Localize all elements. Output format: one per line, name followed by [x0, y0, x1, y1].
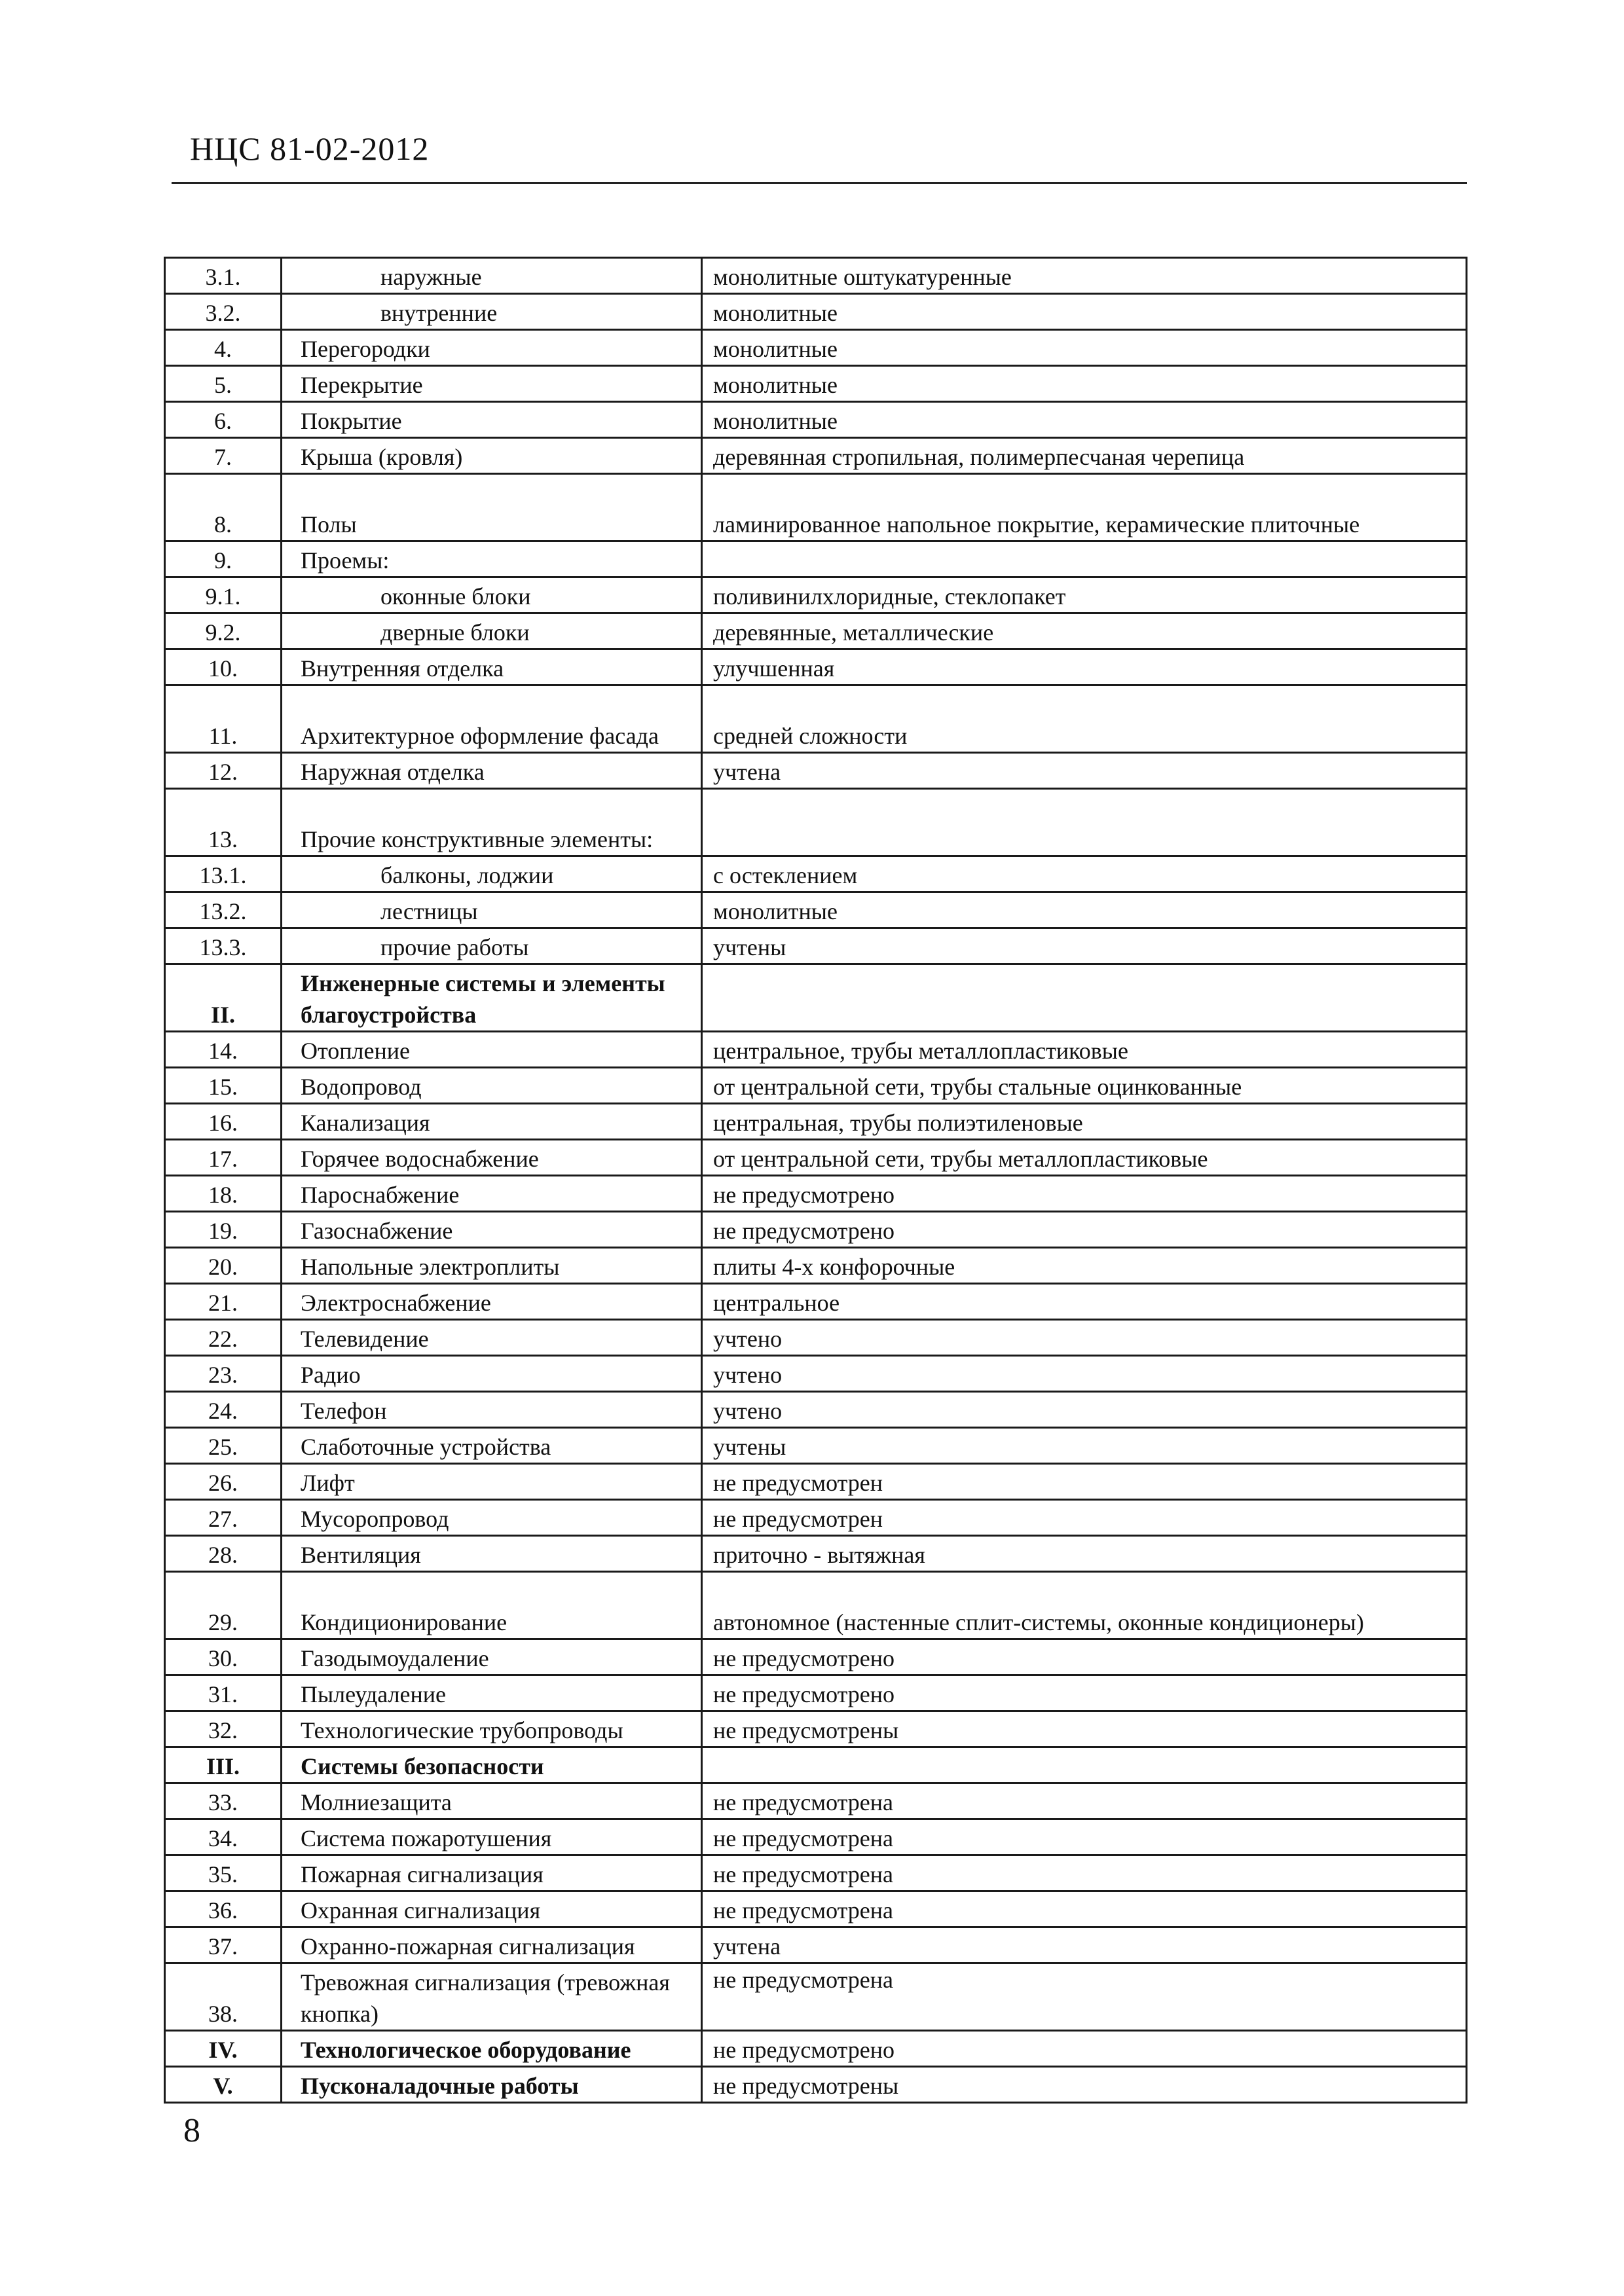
element-value-cell: с остеклением — [702, 856, 1467, 892]
element-value-cell: учтена — [702, 1927, 1467, 1963]
table-row — [165, 438, 1467, 474]
element-name-cell: Газодымоудаление — [282, 1639, 702, 1675]
element-name-cell: Система пожаротушения — [282, 1819, 702, 1855]
row-number-cell: 12. — [165, 753, 282, 789]
table-row — [165, 856, 1467, 892]
row-number-cell: 24. — [165, 1392, 282, 1428]
table-row — [165, 1572, 1467, 1639]
table-row — [165, 258, 1467, 294]
element-value-cell: не предусмотрена — [702, 1819, 1467, 1855]
row-number-cell: 19. — [165, 1212, 282, 1248]
table-row — [165, 685, 1467, 753]
element-value-cell: монолитные — [702, 366, 1467, 402]
element-name-cell: Водопровод — [282, 1068, 702, 1104]
table-row — [165, 1356, 1467, 1392]
element-name-cell: Перегородки — [282, 330, 702, 366]
header-rule — [172, 182, 1467, 184]
row-number-cell: 23. — [165, 1356, 282, 1392]
row-number-cell: 3.1. — [165, 258, 282, 294]
row-number-cell: 4. — [165, 330, 282, 366]
element-name-cell: Системы безопасности — [282, 1747, 702, 1783]
element-value-cell: центральное, трубы металлопластиковые — [702, 1032, 1467, 1068]
element-value-cell: учтено — [702, 1392, 1467, 1428]
row-number-cell: 20. — [165, 1248, 282, 1284]
row-number-cell: 6. — [165, 402, 282, 438]
element-name-cell: Газоснабжение — [282, 1212, 702, 1248]
row-number-cell: 28. — [165, 1536, 282, 1572]
element-name-cell: Пусконаладочные работы — [282, 2067, 702, 2103]
element-value-cell: не предусмотрен — [702, 1464, 1467, 1500]
element-name-cell: Напольные электроплиты — [282, 1248, 702, 1284]
table-row — [165, 541, 1467, 577]
element-name-cell: Технологические трубопроводы — [282, 1711, 702, 1747]
element-value-cell: не предусмотрены — [702, 1711, 1467, 1747]
table-row — [165, 1500, 1467, 1536]
row-number-cell: 30. — [165, 1639, 282, 1675]
row-number-cell: 13.3. — [165, 928, 282, 964]
element-value-cell: монолитные — [702, 330, 1467, 366]
element-value-cell: центральная, трубы полиэтиленовые — [702, 1104, 1467, 1140]
element-name-cell: Телефон — [282, 1392, 702, 1428]
element-value-cell: от центральной сети, трубы стальные оцинкованные — [702, 1068, 1467, 1104]
table-row — [165, 1032, 1467, 1068]
row-number-cell: 32. — [165, 1711, 282, 1747]
row-number-cell: 14. — [165, 1032, 282, 1068]
element-value-cell: не предусмотрено — [702, 1176, 1467, 1212]
element-name-cell: Полы — [282, 474, 702, 541]
element-name-cell: Лифт — [282, 1464, 702, 1500]
element-name-cell: Слаботочные устройства — [282, 1428, 702, 1464]
element-name-cell: Горячее водоснабжение — [282, 1140, 702, 1176]
specification-table-body — [165, 258, 1467, 2103]
row-number-cell: 18. — [165, 1176, 282, 1212]
row-number-cell: 11. — [165, 685, 282, 753]
table-row — [165, 753, 1467, 789]
element-name-cell: Пароснабжение — [282, 1176, 702, 1212]
element-value-cell: учтено — [702, 1320, 1467, 1356]
table-row — [165, 1212, 1467, 1248]
row-number-cell: 16. — [165, 1104, 282, 1140]
row-number-cell: 17. — [165, 1140, 282, 1176]
table-row — [165, 1176, 1467, 1212]
element-name-cell: Проемы: — [282, 541, 702, 577]
row-number-cell: IV. — [165, 2031, 282, 2067]
element-name-cell: прочие работы — [282, 928, 702, 964]
row-number-cell: III. — [165, 1747, 282, 1783]
element-name-cell: Мусоропровод — [282, 1500, 702, 1536]
table-row — [165, 1639, 1467, 1675]
element-name-cell: Технологическое оборудование — [282, 2031, 702, 2067]
element-value-cell: монолитные — [702, 294, 1467, 330]
row-number-cell: 31. — [165, 1675, 282, 1711]
table-row — [165, 613, 1467, 649]
row-number-cell: 22. — [165, 1320, 282, 1356]
table-row — [165, 1536, 1467, 1572]
table-row — [165, 789, 1467, 856]
table-row — [165, 1392, 1467, 1428]
table-row — [165, 1104, 1467, 1140]
table-row — [165, 892, 1467, 928]
element-value-cell: средней сложности — [702, 685, 1467, 753]
element-name-cell: Отопление — [282, 1032, 702, 1068]
element-name-cell: внутренние — [282, 294, 702, 330]
element-value-cell: не предусмотрено — [702, 2031, 1467, 2067]
element-name-cell: Тревожная сигнализация (тревожная кнопка) — [282, 1963, 702, 2031]
row-number-cell: 9.2. — [165, 613, 282, 649]
row-number-cell: 33. — [165, 1783, 282, 1819]
table-row — [165, 1068, 1467, 1104]
table-row — [165, 577, 1467, 613]
table-row — [165, 366, 1467, 402]
element-value-cell: центральное — [702, 1284, 1467, 1320]
row-number-cell: 34. — [165, 1819, 282, 1855]
row-number-cell: 27. — [165, 1500, 282, 1536]
element-name-cell: Крыша (кровля) — [282, 438, 702, 474]
element-name-cell: Покрытие — [282, 402, 702, 438]
row-number-cell: 29. — [165, 1572, 282, 1639]
row-number-cell: II. — [165, 964, 282, 1032]
table-row — [165, 1428, 1467, 1464]
element-name-cell: Охранно-пожарная сигнализация — [282, 1927, 702, 1963]
table-row — [165, 1747, 1467, 1783]
table-row — [165, 1711, 1467, 1747]
element-name-cell: Вентиляция — [282, 1536, 702, 1572]
element-value-cell: не предусмотрены — [702, 2067, 1467, 2103]
element-name-cell: Инженерные системы и элементы благоустройства — [282, 964, 702, 1032]
element-value-cell: автономное (настенные сплит-системы, оконные кондиционеры) — [702, 1572, 1467, 1639]
element-value-cell: учтена — [702, 753, 1467, 789]
row-number-cell: 8. — [165, 474, 282, 541]
element-name-cell: Прочие конструктивные элементы: — [282, 789, 702, 856]
row-number-cell: 9. — [165, 541, 282, 577]
table-row — [165, 964, 1467, 1032]
table-row — [165, 1927, 1467, 1963]
element-value-cell: не предусмотрена — [702, 1891, 1467, 1927]
element-name-cell: Перекрытие — [282, 366, 702, 402]
element-name-cell: Наружная отделка — [282, 753, 702, 789]
element-value-cell: не предусмотрен — [702, 1500, 1467, 1536]
element-name-cell: Электроснабжение — [282, 1284, 702, 1320]
table-row — [165, 2031, 1467, 2067]
specification-table — [164, 257, 1467, 2104]
element-name-cell: наружные — [282, 258, 702, 294]
element-value-cell: от центральной сети, трубы металлопластиковые — [702, 1140, 1467, 1176]
row-number-cell: 26. — [165, 1464, 282, 1500]
page-number: 8 — [183, 2112, 200, 2149]
row-number-cell: 38. — [165, 1963, 282, 2031]
table-row — [165, 1783, 1467, 1819]
element-value-cell: не предусмотрена — [702, 1855, 1467, 1891]
table-row — [165, 928, 1467, 964]
table-row — [165, 1819, 1467, 1855]
row-number-cell: 5. — [165, 366, 282, 402]
row-number-cell: 13. — [165, 789, 282, 856]
element-value-cell: монолитные оштукатуренные — [702, 258, 1467, 294]
element-name-cell: Пылеудаление — [282, 1675, 702, 1711]
table-row — [165, 1464, 1467, 1500]
row-number-cell: 21. — [165, 1284, 282, 1320]
table-row — [165, 1963, 1467, 2031]
element-name-cell: Радио — [282, 1356, 702, 1392]
table-row — [165, 474, 1467, 541]
table-row — [165, 1248, 1467, 1284]
element-value-cell: приточно - вытяжная — [702, 1536, 1467, 1572]
element-value-cell — [702, 964, 1467, 1032]
element-value-cell: не предусмотрено — [702, 1675, 1467, 1711]
element-value-cell: монолитные — [702, 892, 1467, 928]
row-number-cell: 35. — [165, 1855, 282, 1891]
element-value-cell: не предусмотрена — [702, 1963, 1467, 2031]
element-value-cell: не предусмотрено — [702, 1212, 1467, 1248]
element-value-cell: поливинилхлоридные, стеклопакет — [702, 577, 1467, 613]
element-value-cell — [702, 789, 1467, 856]
table-row — [165, 1140, 1467, 1176]
row-number-cell: 25. — [165, 1428, 282, 1464]
element-name-cell: дверные блоки — [282, 613, 702, 649]
element-name-cell: Внутренняя отделка — [282, 649, 702, 685]
element-name-cell: Кондиционирование — [282, 1572, 702, 1639]
row-number-cell: 13.2. — [165, 892, 282, 928]
element-value-cell: монолитные — [702, 402, 1467, 438]
element-value-cell: не предусмотрена — [702, 1783, 1467, 1819]
element-name-cell: Охранная сигнализация — [282, 1891, 702, 1927]
element-value-cell: плиты 4-х конфорочные — [702, 1248, 1467, 1284]
table-row — [165, 1891, 1467, 1927]
table-row — [165, 1284, 1467, 1320]
element-name-cell: Канализация — [282, 1104, 702, 1140]
row-number-cell: 7. — [165, 438, 282, 474]
element-name-cell: Архитектурное оформление фасада — [282, 685, 702, 753]
row-number-cell: V. — [165, 2067, 282, 2103]
row-number-cell: 3.2. — [165, 294, 282, 330]
element-value-cell: учтено — [702, 1356, 1467, 1392]
element-name-cell: оконные блоки — [282, 577, 702, 613]
table-row — [165, 1675, 1467, 1711]
table-row — [165, 402, 1467, 438]
element-name-cell: Телевидение — [282, 1320, 702, 1356]
table-row — [165, 2067, 1467, 2103]
table-row — [165, 330, 1467, 366]
element-value-cell: улучшенная — [702, 649, 1467, 685]
element-name-cell: Молниезащита — [282, 1783, 702, 1819]
element-value-cell: не предусмотрено — [702, 1639, 1467, 1675]
page-header-title: НЦС 81-02-2012 — [190, 130, 430, 167]
table-row — [165, 294, 1467, 330]
row-number-cell: 10. — [165, 649, 282, 685]
element-value-cell: учтены — [702, 1428, 1467, 1464]
table-row — [165, 649, 1467, 685]
row-number-cell: 15. — [165, 1068, 282, 1104]
element-name-cell: лестницы — [282, 892, 702, 928]
element-value-cell — [702, 1747, 1467, 1783]
row-number-cell: 36. — [165, 1891, 282, 1927]
table-row — [165, 1855, 1467, 1891]
element-name-cell: Пожарная сигнализация — [282, 1855, 702, 1891]
table-row — [165, 1320, 1467, 1356]
element-value-cell: деревянные, металлические — [702, 613, 1467, 649]
element-value-cell — [702, 541, 1467, 577]
element-value-cell: деревянная стропильная, полимерпесчаная черепица — [702, 438, 1467, 474]
row-number-cell: 9.1. — [165, 577, 282, 613]
element-name-cell: балконы, лоджии — [282, 856, 702, 892]
element-value-cell: учтены — [702, 928, 1467, 964]
row-number-cell: 13.1. — [165, 856, 282, 892]
row-number-cell: 37. — [165, 1927, 282, 1963]
element-value-cell: ламинированное напольное покрытие, керамические плиточные — [702, 474, 1467, 541]
